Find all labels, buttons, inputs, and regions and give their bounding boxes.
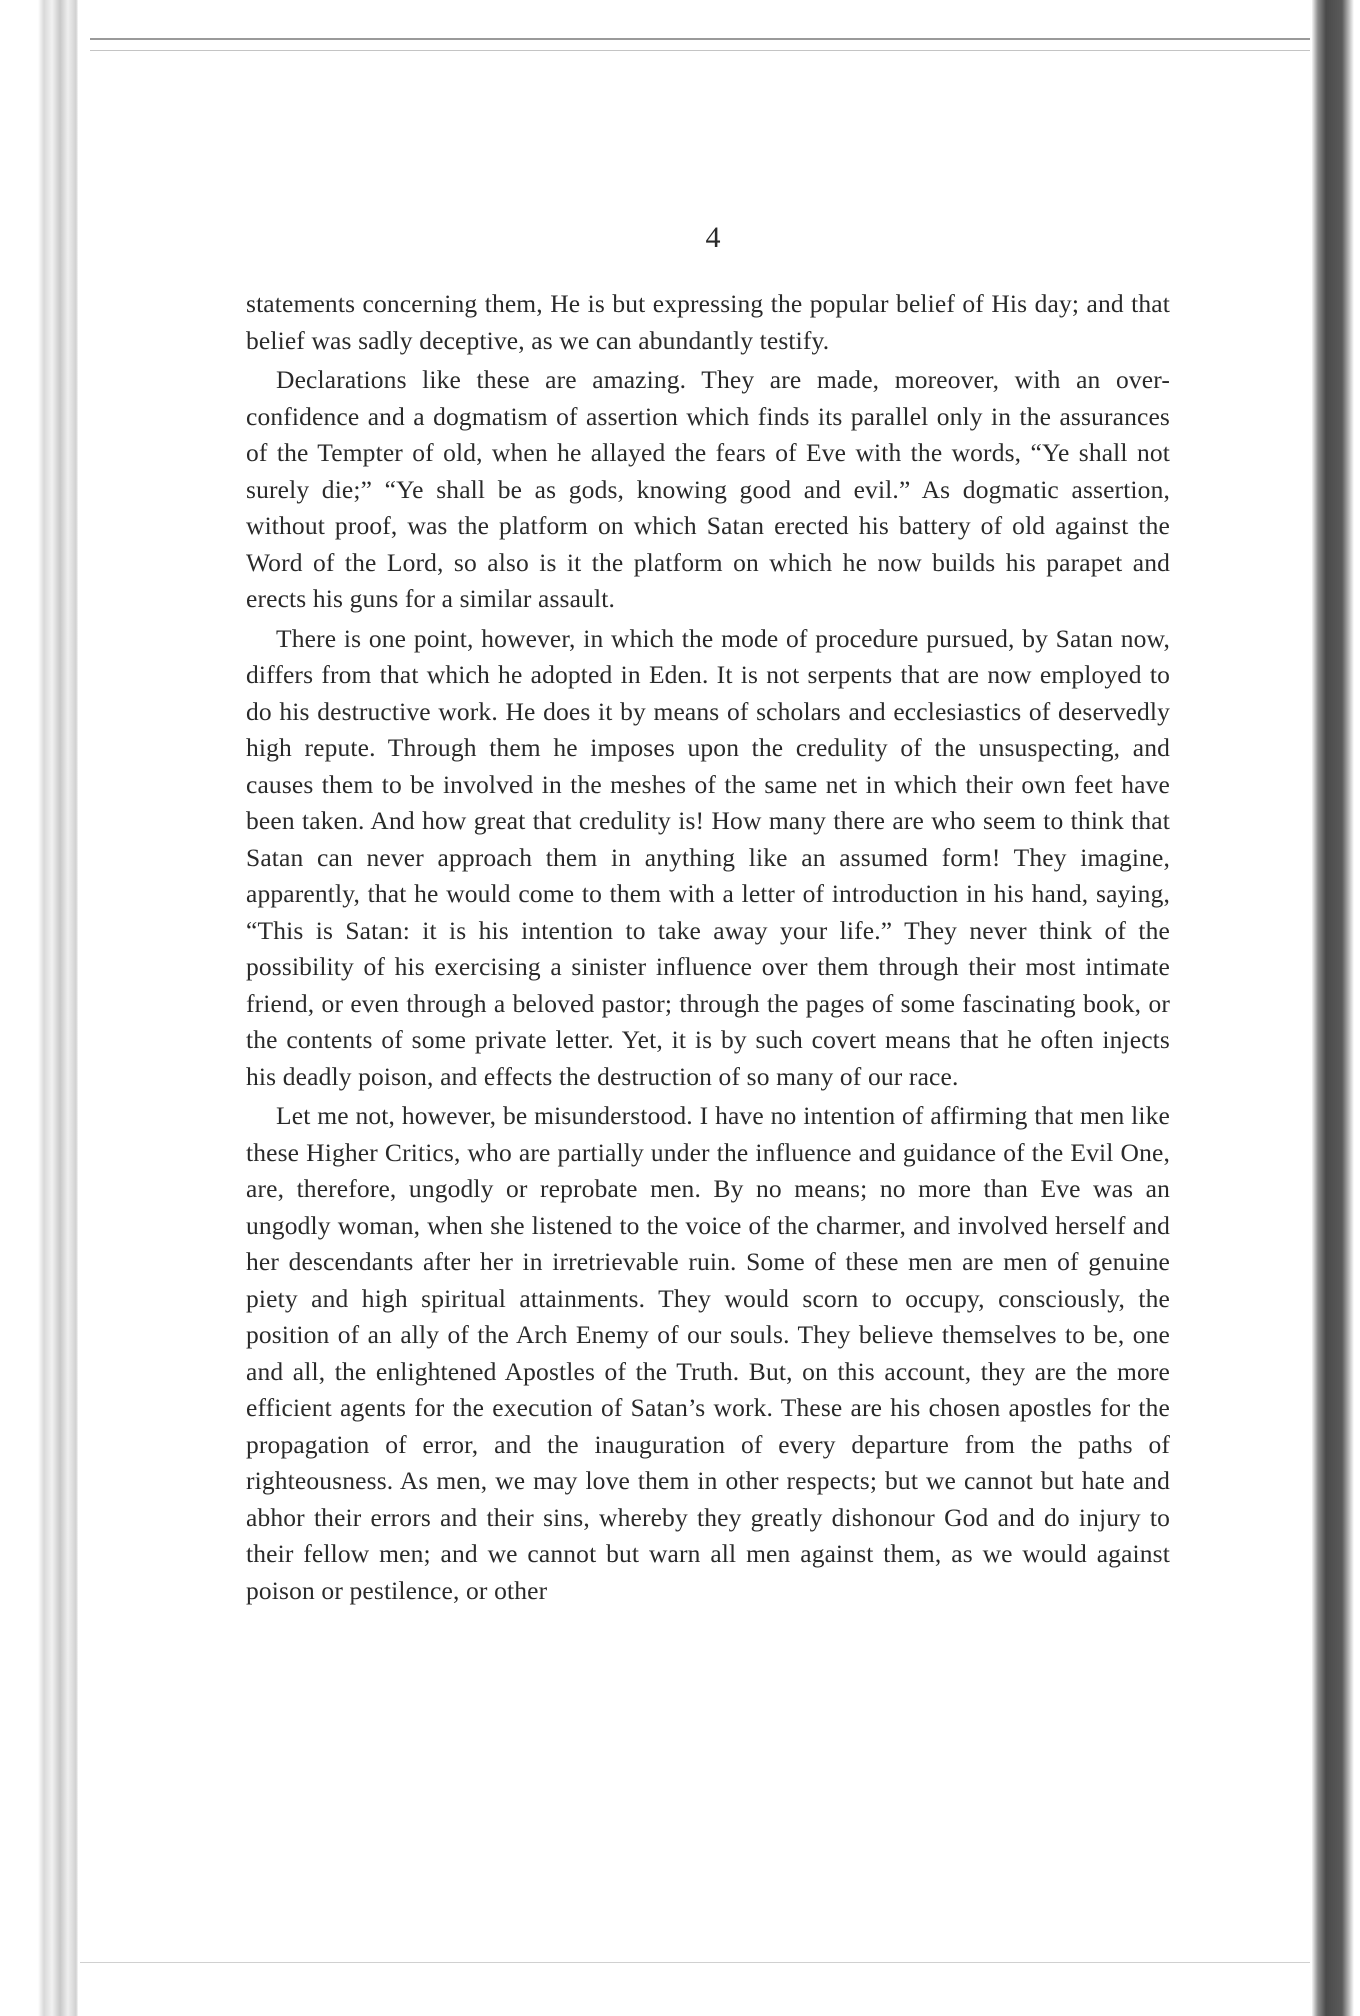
document-page: [246, 218, 1170, 1609]
scan-edge-right: [1312, 0, 1360, 2016]
paragraph-4: Let me not, however, be misunderstood. I have no intention of affirming that men like these Higher Critics, who are partially under the influence and guidance of the Evil One, are, therefore, ungodly or reprobate men. By no means; no more than Eve was an ungodly woman, when she listened to the voice of the charmer, and involved herself and her descendants after her in irretrievable ruin. Some of these men are men of genuine piety and high spiritual attainments. They would scorn to occupy, consciously, the position of an ally of the Arch Enemy of our souls. They believe themselves to be, one and all, the enlightened Apostles of the Truth. But, on this account, they are the more efficient agents for the execution of Satan’s work. These are his chosen apostles for the propagation of error, and the inauguration of every departure from the paths of righteousness. As men, we may love them in other respects; but we cannot but hate and abhor their errors and their sins, whereby they greatly dishonour God and do injury to their fellow men; and we cannot but warn all men against them, as we would against poison or pestilence, or other: [246, 1101, 1170, 1605]
page-number: 4: [705, 221, 721, 254]
page-bottom-edge: [80, 1962, 1310, 1969]
page-top-edge: [90, 38, 1310, 51]
scan-edge-left: [0, 0, 78, 2016]
paragraph-2: Declarations like these are amazing. They are made, moreover, with an over-confidence and a dogmatism of assertion which finds its parallel only in the assurances of the Tempter of old, when he allayed the fears of Eve with the words, “Ye shall not surely die;” “Ye shall be as gods, knowing good and evil.” As dogmatic assertion, without proof, was the platform on which Satan erected his battery of old against the Word of the Lord, so also is it the platform on which he now builds his parapet and erects his guns for a similar assault.: [246, 365, 1170, 613]
paragraph-3: There is one point, however, in which the mode of procedure pursued, by Satan now, differs from that which he adopted in Eden. It is not serpents that are now employed to do his destructive work. He does it by means of scholars and ecclesiastics of deservedly high repute. Through them he imposes upon the credulity of the unsuspecting, and causes them to be involved in the meshes of the same net in which their own feet have been taken. And how great that credulity is! How many there are who seem to think that Satan can never approach them in anything like an assumed form! They imagine, apparently, that he would come to them with a letter of introduction in his hand, saying, “This is Satan: it is his intention to take away your life.” They never think of the possibility of his exercising a sinister influence over them through their most intimate friend, or even through a beloved pastor; through the pages of some fascinating book, or the contents of some private letter. Yet, it is by such covert means that he often injects his deadly poison, and effects the destruction of so many of our race.: [246, 623, 1170, 1091]
paragraph-1: statements concerning them, He is but expressing the popular belief of His day; and that belief was sadly deceptive, as we can abundantly testify.: [246, 289, 1170, 355]
